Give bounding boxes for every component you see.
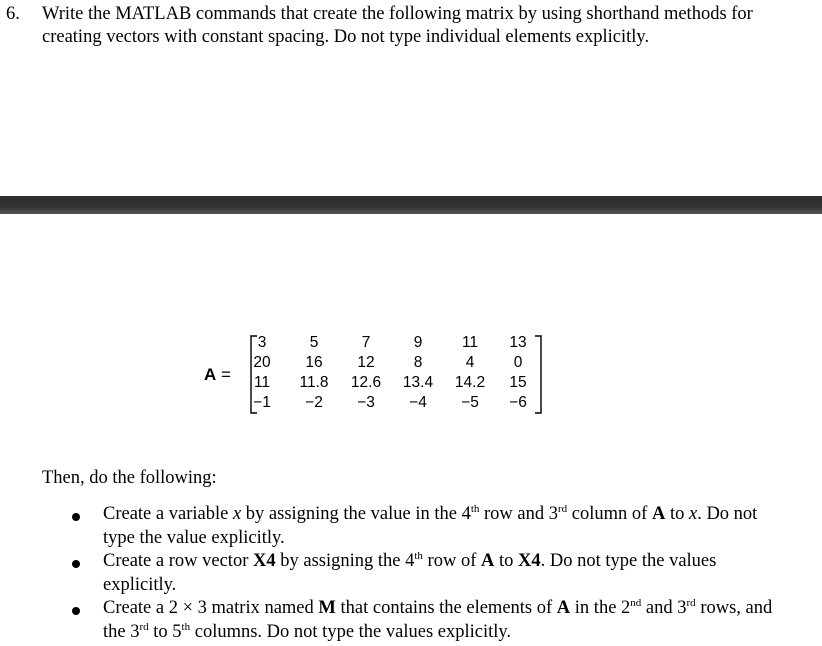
matrix-cell: 7 (361, 334, 371, 351)
matrix-cell: −5 (461, 394, 479, 411)
matrix-cell: 14.2 (454, 374, 486, 391)
bullet-dot (72, 607, 80, 615)
section-divider (0, 196, 822, 214)
matrix-cell: 12.6 (350, 374, 382, 391)
matrix-cell: 5 (309, 334, 319, 351)
matrix-cell: 15 (509, 374, 527, 391)
equals-sign: = (221, 365, 231, 384)
task-item-3: Create a 2 × 3 matrix named M that contains the elements of A in the 2nd and 3rd rows, and the 3rd to 5th columns. Do not type the values explicitly. (103, 597, 773, 642)
matrix-cell: 8 (413, 354, 423, 371)
question-number: 6. (6, 4, 20, 24)
matrix-cell: 20 (253, 354, 271, 371)
then-instruction: Then, do the following: (42, 468, 217, 488)
bullet-dot (72, 560, 80, 568)
matrix-cell: 3 (257, 334, 267, 351)
matrix-cell: −6 (509, 394, 527, 411)
matrix-cell: 13 (509, 334, 527, 351)
matrix-cell: 0 (513, 354, 523, 371)
matrix-name: A (204, 365, 217, 384)
question-text: Write the MATLAB commands that create the following matrix by using shorthand methods for creating vectors with constant spacing. Do not type individual elements explicitly. (42, 4, 753, 47)
task-item-1: Create a variable x by assigning the value in the 4th row and 3rd column of A to x. Do not type the value explicitly. (103, 503, 758, 548)
matrix-cell: 4 (465, 354, 475, 371)
task-item-2: Create a row vector X4 by assigning the 4th row of A to X4. Do not type the values explicitly. (103, 550, 717, 595)
matrix-cell: −4 (409, 394, 427, 411)
matrix-cell: 16 (305, 354, 323, 371)
matrix-cell: −1 (253, 394, 271, 411)
bullet-dot (72, 513, 80, 521)
matrix-cell: −3 (357, 394, 375, 411)
matrix-cell: 9 (413, 334, 423, 351)
matrix-cell: 12 (357, 354, 375, 371)
matrix-cell: −2 (305, 394, 323, 411)
matrix-cell: 11.8 (299, 374, 329, 391)
matrix-cell: 13.4 (402, 374, 434, 391)
matrix-cell: 11 (461, 334, 479, 351)
matrix-cell: 11 (253, 374, 271, 391)
matrix-label (204, 365, 231, 385)
matrix-a (248, 333, 544, 417)
